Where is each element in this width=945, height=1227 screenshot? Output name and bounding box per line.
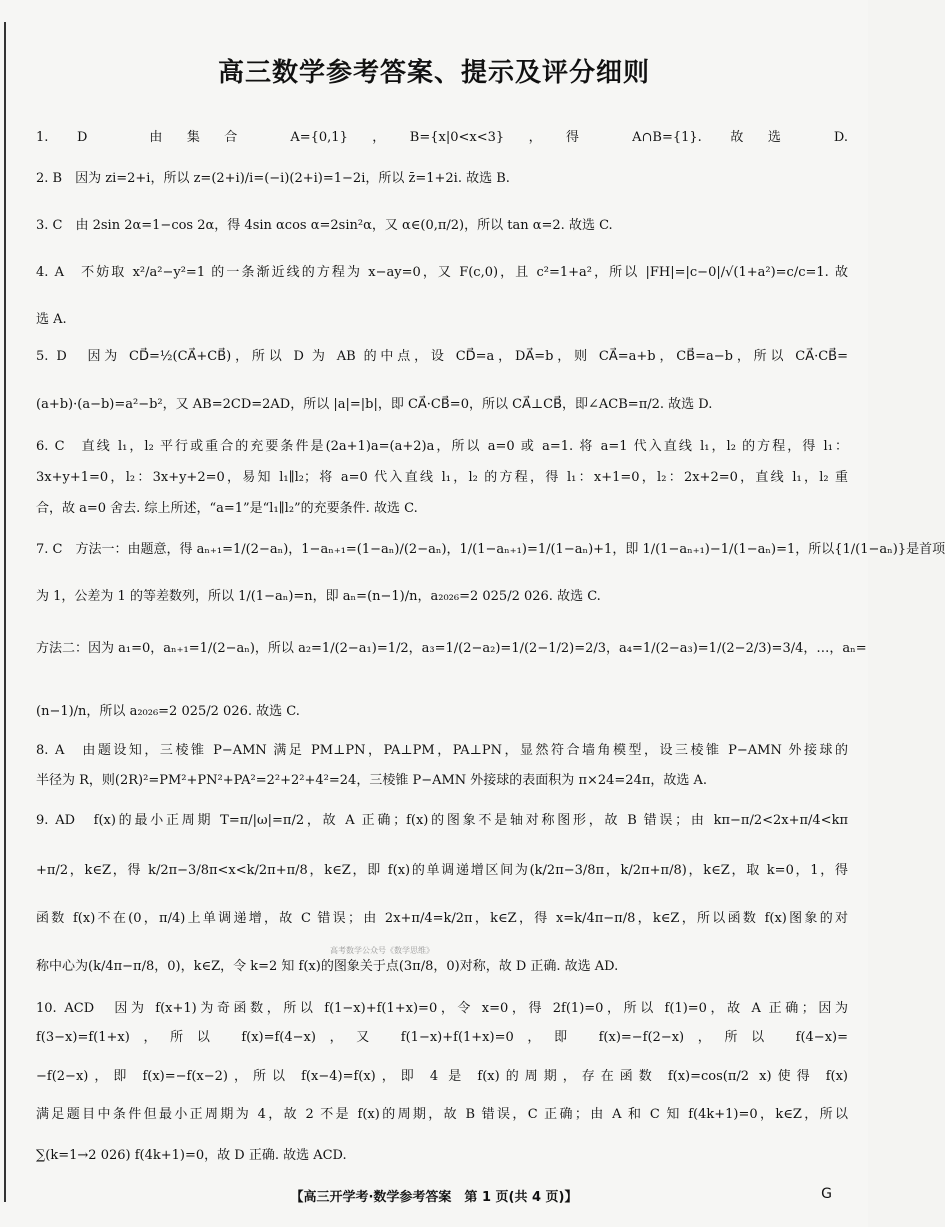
answer-line: 2. B 因为 zi=2+i，所以 z=(2+i)/i=(−i)(2+i)=1−2i，所以 z̄=1+2i. 故选 B. [36, 171, 510, 186]
answer-line: −f(2−x)，即 f(x)=−f(x−2)，所以 f(x−4)=f(x)，即 4 是 f(x)的周期，存在函数 f(x)=cos(π/2 x)使得 f(x) [36, 1069, 848, 1084]
answer-line: 选 A. [36, 312, 67, 327]
answer-line: 满足题目中条件但最小正周期为 4，故 2 不是 f(x)的周期，故 B 错误，C 正确；由 A 和 C 知 f(4k+1)=0，k∈Z，所以 [36, 1107, 848, 1122]
answer-line: 3x+y+1=0，l₂：3x+y+2=0，易知 l₁∥l₂；将 a=0 代入直线 l₁，l₂ 的方程，得 l₁：x+1=0，l₂：2x+2=0，直线 l₁，l₂ 重 [36, 470, 848, 485]
answer-line: 方法二：因为 a₁=0，aₙ₊₁=1/(2−aₙ)，所以 a₂=1/(2−a₁)=1/2，a₃=1/(2−a₂)=1/(2−1/2)=2/3，a₄=1/(2−a₃)=1/(2−2/3)=3/4，…，aₙ= [36, 641, 867, 656]
answer-line: 为 1，公差为 1 的等差数列，所以 1/(1−aₙ)=n，即 aₙ=(n−1)/n，a₂₀₂₆=2 025/2 026. 故选 C. [36, 589, 601, 604]
answer-line: 1. D 由集合 A={0,1}，B={x|0<x<3}，得 A∩B={1}. 故选 D. [36, 130, 848, 145]
answer-line: 9. AD f(x)的最小正周期 T=π/|ω|=π/2，故 A 正确；f(x)的图象不是轴对称图形，故 B 错误；由 kπ−π/2<2x+π/4<kπ [36, 813, 848, 828]
answer-line: 7. C 方法一：由题意，得 aₙ₊₁=1/(2−aₙ)，1−aₙ₊₁=(1−aₙ)/(2−aₙ)，1/(1−aₙ₊₁)=1/(1−aₙ)+1，即 1/(1−aₙ₊₁)−1/(1−aₙ)=1，所以{1/(1−aₙ)}是首项 [36, 542, 945, 557]
watermark-text: 高考数学公众号《数学思维》 [330, 946, 434, 955]
page-title: 高三数学参考答案、提示及评分细则 [217, 58, 650, 88]
answer-line: f(3−x)=f(1+x)，所以 f(x)=f(4−x)，又 f(1−x)+f(1+x)=0，即 f(x)=−f(2−x)，所以 f(4−x)= [36, 1030, 848, 1045]
answer-line: 4. A 不妨取 x²/a²−y²=1 的一条渐近线的方程为 x−ay=0，又 F(c,0)，且 c²=1+a²，所以 |FH|=|c−0|/√(1+a²)=c/c=1. 故 [36, 265, 848, 280]
answer-line: 合，故 a=0 舍去. 综上所述，“a=1”是“l₁∥l₂”的充要条件. 故选 C. [36, 501, 418, 516]
answer-line: 3. C 由 2sin 2α=1−cos 2α，得 4sin αcos α=2sin²α，又 α∈(0,π/2)，所以 tan α=2. 故选 C. [36, 218, 613, 233]
answer-line: 函数 f(x)不在(0，π/4)上单调递增，故 C 错误；由 2x+π/4=k/2π，k∈Z，得 x=k/4π−π/8，k∈Z，所以函数 f(x)图象的对 [36, 911, 848, 926]
answer-line: 称中心为(k/4π−π/8，0)，k∈Z，令 k=2 知 f(x)的图象关于点(3π/8，0)对称，故 D 正确. 故选 AD. [36, 959, 619, 974]
footer-code: G [821, 1186, 832, 1202]
answer-line: 8. A 由题设知，三棱锥 P−AMN 满足 PM⊥PN，PA⊥PM，PA⊥PN，显然符合墙角模型，设三棱锥 P−AMN 外接球的 [36, 743, 848, 758]
answer-line: ∑(k=1→2 026) f(4k+1)=0，故 D 正确. 故选 ACD. [36, 1148, 347, 1163]
page-border [4, 22, 6, 1202]
answer-line: 5. D 因为 CD⃗=½(CA⃗+CB⃗)，所以 D 为 AB 的中点，设 CD⃗=a，DA⃗=b，则 CA⃗=a+b，CB⃗=a−b，所以 CA⃗·CB⃗= [36, 349, 848, 364]
answer-line: +π/2，k∈Z，得 k/2π−3/8π<x<k/2π+π/8，k∈Z，即 f(x)的单调递增区间为(k/2π−3/8π，k/2π+π/8)，k∈Z，取 k=0，1，得 [36, 863, 848, 878]
answer-line: 6. C 直线 l₁，l₂ 平行或重合的充要条件是(2a+1)a=(a+2)a，所以 a=0 或 a=1. 将 a=1 代入直线 l₁，l₂ 的方程，得 l₁： [36, 439, 848, 454]
page-footer: 【高三开学考·数学参考答案 第 1 页(共 4 页)】 [290, 1190, 578, 1205]
answer-line: (a+b)·(a−b)=a²−b²，又 AB=2CD=2AD，所以 |a|=|b|，即 CA⃗·CB⃗=0，所以 CA⃗⊥CB⃗，即∠ACB=π/2. 故选 D. [36, 397, 713, 412]
answer-line: 半径为 R，则(2R)²=PM²+PN²+PA²=2²+2²+4²=24，三棱锥 P−AMN 外接球的表面积为 π×24=24π，故选 A. [36, 773, 708, 788]
answer-line: 10. ACD 因为 f(x+1)为奇函数，所以 f(1−x)+f(1+x)=0，令 x=0，得 2f(1)=0，所以 f(1)=0，故 A 正确；因为 [36, 1001, 848, 1016]
answer-line: (n−1)/n，所以 a₂₀₂₆=2 025/2 026. 故选 C. [36, 704, 300, 719]
